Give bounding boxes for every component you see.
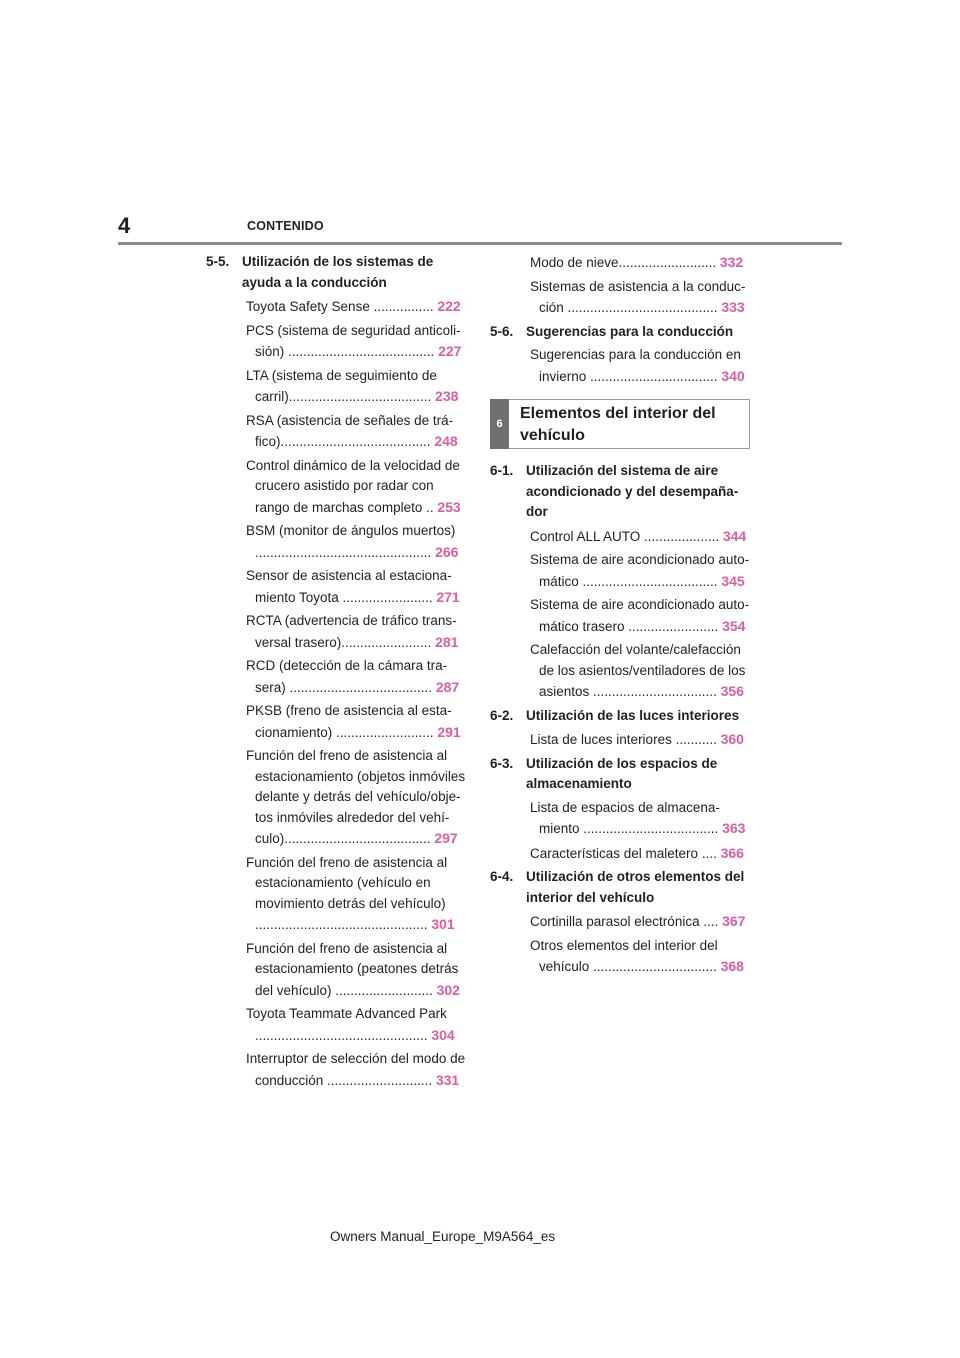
toc-entry[interactable] bbox=[490, 729, 752, 751]
toc-page-link[interactable]: 340 bbox=[721, 367, 745, 384]
toc-entry[interactable] bbox=[206, 566, 468, 608]
toc-section-heading bbox=[490, 754, 752, 795]
toc-page-link[interactable]: 287 bbox=[435, 678, 460, 695]
toc-entry-text: LTA (sistema de seguimiento de bbox=[246, 367, 437, 383]
toc-entry-text: Lista de luces interiores ........... bbox=[530, 732, 717, 747]
toc-entry[interactable] bbox=[206, 939, 468, 1002]
toc-section-title: Utilización de las luces interiores bbox=[526, 707, 740, 723]
toc-page-link[interactable]: 366 bbox=[720, 844, 744, 861]
toc-section-title: ayuda a la conducción bbox=[242, 274, 387, 290]
chapter-title-line: Elementos del interior del bbox=[520, 405, 716, 422]
toc-entry-text: miento .................................... bbox=[539, 821, 719, 836]
toc-page-link[interactable]: 360 bbox=[720, 731, 744, 747]
toc-entry[interactable] bbox=[206, 366, 468, 408]
toc-entry-text: ............................................... bbox=[255, 544, 432, 560]
toc-entry-text: miento Toyota ........................ bbox=[255, 589, 433, 605]
toc-entry-text: mático trasero ........................ bbox=[539, 618, 719, 634]
toc-entry[interactable] bbox=[206, 611, 468, 653]
toc-page-link[interactable]: 297 bbox=[434, 830, 458, 846]
toc-entry-text: Toyota Teammate Advanced Park bbox=[246, 1006, 447, 1021]
toc-entry-text: de los asientos/ventiladores de los bbox=[539, 662, 746, 678]
toc-section-title: Utilización del sistema de aire bbox=[526, 463, 719, 478]
toc-entry[interactable] bbox=[490, 277, 752, 319]
toc-entry-text: BSM (monitor de ángulos muertos) bbox=[246, 523, 456, 538]
toc-entry-text: sión) ....................................... bbox=[255, 344, 435, 359]
toc-entry-text: cionamiento) .......................... bbox=[255, 724, 434, 740]
toc-page-link[interactable]: 291 bbox=[437, 723, 461, 740]
toc-entry[interactable] bbox=[206, 411, 468, 453]
toc-entry-text: culo)....................................... bbox=[255, 831, 431, 846]
toc-entry-text: estacionamiento (vehículo en bbox=[255, 875, 431, 890]
toc-right-column bbox=[490, 252, 752, 981]
toc-entry-text: .............................................. bbox=[255, 917, 428, 932]
toc-entry-text: Sugerencias para la conducción en bbox=[530, 347, 741, 362]
toc-page-link[interactable]: 344 bbox=[722, 527, 747, 544]
toc-entry-text: rango de marchas completo .. bbox=[255, 499, 434, 515]
toc-entry-text: RSA (asistencia de señales de trá- bbox=[246, 412, 454, 428]
toc-section-number: 5-6. bbox=[490, 323, 514, 339]
toc-entry[interactable] bbox=[490, 798, 752, 840]
chapter-number-tab: 6 bbox=[490, 399, 509, 449]
toc-entry-text: tos inmóviles alrededor del vehí- bbox=[255, 809, 450, 825]
toc-entry-text: mático .................................... bbox=[539, 573, 718, 589]
toc-entry-text: Modo de nieve.......................... bbox=[530, 255, 717, 270]
toc-entry-text: Control ALL AUTO .................... bbox=[530, 528, 720, 544]
toc-page-link[interactable]: 304 bbox=[431, 1026, 455, 1043]
toc-page-link[interactable]: 227 bbox=[438, 343, 462, 359]
toc-entry[interactable] bbox=[206, 701, 468, 743]
toc-entry[interactable] bbox=[490, 595, 752, 637]
toc-page-link[interactable]: 345 bbox=[721, 572, 745, 589]
toc-entry-text: vehículo ................................. bbox=[539, 959, 717, 974]
toc-entry[interactable] bbox=[490, 345, 752, 387]
toc-entry[interactable] bbox=[490, 911, 752, 933]
toc-entry-text: del vehículo) .......................... bbox=[255, 982, 433, 998]
toc-entry-text: Toyota Safety Sense ................ bbox=[246, 299, 434, 314]
toc-page-link[interactable]: 363 bbox=[722, 820, 746, 836]
toc-entry-text: ción ........................................ bbox=[539, 300, 718, 315]
chapter-title bbox=[520, 403, 745, 447]
toc-entry-text: Características del maletero .... bbox=[530, 845, 717, 861]
toc-entry[interactable] bbox=[206, 656, 468, 698]
toc-page-link[interactable]: 367 bbox=[722, 913, 746, 929]
toc-entry-text: conducción ............................ bbox=[255, 1072, 433, 1088]
toc-page-link[interactable]: 222 bbox=[437, 298, 461, 314]
toc-entry[interactable] bbox=[490, 843, 752, 865]
toc-page-link[interactable]: 354 bbox=[722, 617, 746, 634]
toc-entry-text: Sensor de asistencia al estaciona- bbox=[246, 568, 452, 583]
toc-section-heading bbox=[490, 706, 752, 727]
toc-page-link[interactable]: 332 bbox=[719, 254, 744, 270]
toc-section-number: 5-5. bbox=[206, 254, 230, 269]
toc-entry[interactable] bbox=[490, 640, 752, 703]
toc-entry-text: Sistema de aire acondicionado auto- bbox=[530, 597, 750, 612]
toc-entry-text: Control dinámico de la velocidad de bbox=[246, 457, 460, 473]
toc-entry-text: invierno .................................. bbox=[539, 368, 718, 384]
toc-entry[interactable] bbox=[206, 1049, 468, 1091]
toc-entry[interactable] bbox=[206, 521, 468, 563]
toc-entry[interactable] bbox=[206, 321, 468, 363]
toc-entry-text: carril)...................................... bbox=[255, 389, 432, 404]
toc-entry-text: asientos ................................. bbox=[539, 684, 717, 699]
toc-entry-text: Función del freno de asistencia al bbox=[246, 748, 448, 763]
toc-page-link[interactable]: 302 bbox=[436, 981, 460, 998]
toc-entry[interactable] bbox=[490, 550, 752, 592]
toc-page-link[interactable]: 253 bbox=[437, 498, 461, 515]
toc-section-number: 6-4. bbox=[490, 869, 514, 884]
toc-page-link[interactable]: 281 bbox=[435, 633, 459, 650]
toc-section-title: almacenamiento bbox=[526, 776, 632, 791]
toc-section-number: 6-2. bbox=[490, 707, 514, 723]
toc-entry-text: estacionamiento (objetos inmóviles bbox=[255, 768, 466, 784]
toc-entry-text: Calefacción del volante/calefacción bbox=[530, 642, 741, 657]
toc-entry-text: Función del freno de asistencia al bbox=[246, 940, 448, 956]
toc-entry-text: Cortinilla parasol electrónica .... bbox=[530, 914, 719, 929]
toc-entry-text: RCD (detección de la cámara tra- bbox=[246, 658, 448, 673]
toc-section-title: dor bbox=[526, 504, 548, 519]
toc-entry[interactable] bbox=[490, 936, 752, 978]
toc-page-link[interactable]: 266 bbox=[435, 543, 459, 560]
toc-entry-text: Otros elementos del interior del bbox=[530, 937, 718, 953]
toc-entry-text: Interruptor de selección del modo de bbox=[246, 1051, 466, 1066]
toc-entry-text: Lista de espacios de almacena- bbox=[530, 799, 720, 815]
toc-section-title: Sugerencias para la conducción bbox=[526, 323, 734, 339]
toc-entry-text: movimiento detrás del vehículo) bbox=[255, 895, 446, 911]
toc-entry-text: Sistema de aire acondicionado auto- bbox=[530, 552, 750, 567]
toc-entry-text: PKSB (freno de asistencia al esta- bbox=[246, 703, 452, 718]
footer-text: Owners Manual_Europe_M9A564_es bbox=[330, 1229, 556, 1244]
toc-page-link[interactable]: 356 bbox=[720, 683, 744, 699]
toc-entry[interactable] bbox=[206, 1004, 468, 1046]
toc-entry-text: delante y detrás del vehículo/obje- bbox=[255, 789, 461, 804]
toc-section-heading bbox=[490, 867, 752, 908]
chapter-heading-box bbox=[490, 399, 750, 449]
header-rule bbox=[118, 242, 842, 245]
toc-section-heading bbox=[206, 252, 468, 293]
toc-page-link[interactable]: 301 bbox=[431, 916, 455, 932]
toc-section-heading bbox=[490, 322, 752, 343]
toc-entry-text: Sistemas de asistencia a la conduc- bbox=[530, 278, 746, 294]
toc-section-number: 6-3. bbox=[490, 755, 514, 771]
toc-entry-text: PCS (sistema de seguridad anticoli- bbox=[246, 322, 461, 338]
toc-entry-text: crucero asistido por radar con bbox=[255, 478, 434, 493]
toc-page-link[interactable]: 248 bbox=[434, 433, 458, 449]
toc-entry[interactable] bbox=[206, 746, 468, 850]
toc-section-title: Utilización de otros elementos del bbox=[526, 869, 745, 884]
toc-section-number: 6-1. bbox=[490, 463, 514, 478]
toc-page-link[interactable]: 331 bbox=[435, 1071, 460, 1088]
toc-entry-text: estacionamiento (peatones detrás bbox=[255, 961, 459, 976]
toc-page-link[interactable]: 238 bbox=[435, 388, 459, 404]
toc-page-link[interactable]: 271 bbox=[436, 588, 460, 605]
toc-entry-text: sera) ...................................... bbox=[255, 679, 433, 695]
toc-entry[interactable] bbox=[206, 853, 468, 936]
header-title: CONTENIDO bbox=[247, 219, 324, 233]
toc-entry-text: fico)........................................ bbox=[255, 434, 431, 449]
toc-entry-text: .............................................. bbox=[255, 1027, 428, 1043]
toc-entry[interactable] bbox=[490, 252, 752, 274]
page-number: 4 bbox=[118, 213, 131, 238]
toc-entry[interactable] bbox=[206, 296, 468, 318]
toc-section-title: Utilización de los sistemas de bbox=[242, 254, 434, 269]
toc-section-title: Utilización de los espacios de bbox=[526, 755, 718, 771]
toc-entry[interactable] bbox=[490, 526, 752, 548]
toc-entry-text: Función del freno de asistencia al bbox=[246, 854, 448, 870]
toc-left-column bbox=[206, 252, 468, 1094]
toc-entry[interactable] bbox=[206, 456, 468, 519]
toc-section-heading bbox=[490, 461, 752, 523]
toc-section-title: acondicionado y del desempaña- bbox=[526, 483, 739, 499]
toc-entry-text: RCTA (advertencia de tráfico trans- bbox=[246, 613, 457, 628]
toc-entry-text: versal trasero)........................ bbox=[255, 634, 432, 650]
toc-page-link[interactable]: 368 bbox=[720, 958, 744, 974]
toc-section-title: interior del vehículo bbox=[526, 889, 655, 905]
toc-page-link[interactable]: 333 bbox=[721, 299, 745, 315]
chapter-title-line: vehículo bbox=[520, 427, 585, 444]
